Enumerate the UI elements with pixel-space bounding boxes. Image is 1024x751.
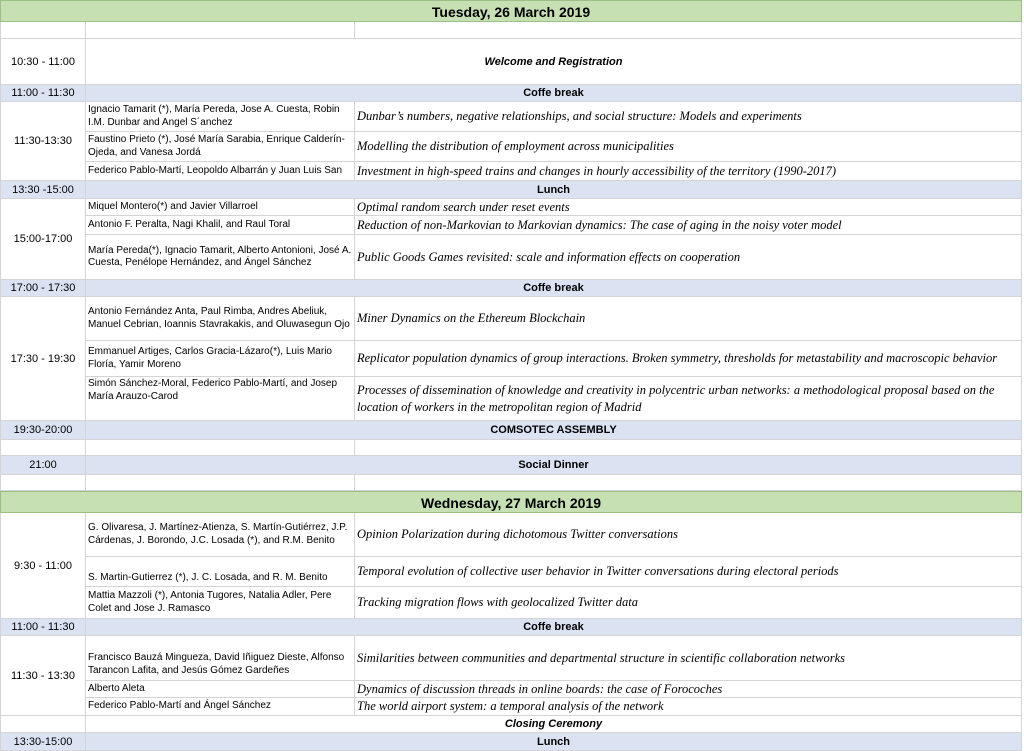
- authors-cell: Antonio Fernández Anta, Paul Rimba, Andres Abeliuk, Manuel Cebrian, Ioannis Stavrakakis, and Oluwasegun Ojo: [86, 297, 355, 341]
- spacer-row: [0, 440, 1022, 456]
- title-cell: [355, 440, 1022, 456]
- time-cell: 15:00-17:00: [0, 199, 86, 280]
- spacer-row: [0, 22, 1022, 39]
- spacer-row: [0, 475, 1022, 491]
- authors-cell: María Pereda(*), Ignacio Tamarit, Alberto Antonioni, José A. Cuesta, Penélope Hernández, and Ángel Sánchez: [86, 235, 355, 280]
- time-cell: [0, 22, 86, 39]
- authors-cell: [86, 22, 355, 39]
- time-cell: 11:30-13:30: [0, 102, 86, 181]
- talk-row: [0, 102, 1022, 132]
- talk-title: Temporal evolution of collective user behavior in Twitter conversations during electoral periods: [355, 557, 1022, 587]
- talk-row: [0, 297, 1022, 341]
- time-cell: 17:00 - 17:30: [0, 280, 86, 297]
- break-row: [0, 85, 1022, 102]
- talk-title: Public Goods Games revisited: scale and information effects on cooperation: [355, 235, 1022, 280]
- authors-cell: Miquel Montero(*) and Javier Villarroel: [86, 199, 355, 216]
- authors-cell: Francisco Bauzá Mingueza, David Iñiguez Dieste, Alfonso Tarancon Lafita, and Jesús Gómez Gardeñes: [86, 636, 355, 681]
- talk-title: Processes of dissemination of knowledge and creativity in polycentric urban networks: a methodological proposal based on the location of workers in the metropolitan region of Madrid: [355, 377, 1022, 421]
- break-label: Coffe break: [86, 280, 1022, 297]
- authors-cell: Antonio F. Peralta, Nagi Khalil, and Raul Toral: [86, 216, 355, 235]
- time-cell: 17:30 - 19:30: [0, 297, 86, 421]
- time-cell: 13:30 -15:00: [0, 181, 86, 199]
- talk-row: [0, 587, 1022, 619]
- talk-title: Dynamics of discussion threads in online boards: the case of Forocoches: [355, 681, 1022, 698]
- talk-row: [0, 162, 1022, 181]
- break-row: [0, 181, 1022, 199]
- time-cell: 11:00 - 11:30: [0, 85, 86, 102]
- session-row: [0, 716, 1022, 733]
- assembly-label: COMSOTEC ASSEMBLY: [86, 421, 1022, 440]
- talk-row: [0, 216, 1022, 235]
- talk-row: [0, 636, 1022, 681]
- title-cell: [355, 475, 1022, 491]
- authors-cell: Federico Pablo-Martí and Ángel Sánchez: [86, 698, 355, 716]
- break-label: Lunch: [86, 733, 1022, 751]
- time-cell: [0, 440, 86, 456]
- talk-title: Opinion Polarization during dichotomous Twitter conversations: [355, 513, 1022, 557]
- talk-title: Miner Dynamics on the Ethereum Blockchain: [355, 297, 1022, 341]
- dinner-label: Social Dinner: [86, 456, 1022, 475]
- authors-cell: G. Olivaresa, J. Martínez-Atienza, S. Martín-Gutiérrez, J.P. Cárdenas, J. Borondo, J.C. Losada (*), and R.M. Benito: [86, 513, 355, 557]
- authors-cell: Ignacio Tamarit (*), María Pereda, Jose A. Cuesta, Robin I.M. Dunbar and Angel S´anchez: [86, 102, 355, 132]
- authors-cell: [86, 440, 355, 456]
- talk-title: Similarities between communities and departmental structure in scientific collaboration networks: [355, 636, 1022, 681]
- session-label: Welcome and Registration: [86, 39, 1022, 85]
- talk-row: [0, 513, 1022, 557]
- time-cell: 13:30-15:00: [0, 733, 86, 751]
- time-cell: [0, 475, 86, 491]
- time-cell: 10:30 - 11:00: [0, 39, 86, 85]
- break-row: [0, 456, 1022, 475]
- authors-cell: [86, 475, 355, 491]
- authors-cell: Faustino Prieto (*), José María Sarabia, Enrique Calderín-Ojeda, and Vanesa Jordá: [86, 132, 355, 162]
- talk-title: Dunbar’s numbers, negative relationships, and social structure: Models and experiments: [355, 102, 1022, 132]
- break-row: [0, 733, 1022, 751]
- break-label: Lunch: [86, 181, 1022, 199]
- break-row: [0, 421, 1022, 440]
- day-header: Wednesday, 27 March 2019: [0, 491, 1022, 513]
- authors-cell: Mattia Mazzoli (*), Antonia Tugores, Natalia Adler, Pere Colet and Jose J. Ramasco: [86, 587, 355, 619]
- authors-cell: Alberto Aleta: [86, 681, 355, 698]
- talk-row: [0, 235, 1022, 280]
- talk-title: The world airport system: a temporal analysis of the network: [355, 698, 1022, 716]
- talk-row: [0, 557, 1022, 587]
- talk-row: [0, 341, 1022, 377]
- time-cell: 21:00: [0, 456, 86, 475]
- time-cell: 19:30-20:00: [0, 421, 86, 440]
- talk-title: Modelling the distribution of employment across municipalities: [355, 132, 1022, 162]
- authors-cell: Emmanuel Artiges, Carlos Gracia-Lázaro(*), Luis Mario Floría, Yamir Moreno: [86, 341, 355, 377]
- talk-row: [0, 132, 1022, 162]
- talk-row: [0, 681, 1022, 698]
- title-cell: [355, 22, 1022, 39]
- break-label: Coffe break: [86, 85, 1022, 102]
- talk-title: Reduction of non-Markovian to Markovian dynamics: The case of aging in the noisy voter model: [355, 216, 1022, 235]
- session-row: [0, 39, 1022, 85]
- talk-row: [0, 377, 1022, 421]
- talk-row: [0, 698, 1022, 716]
- time-cell: 9:30 - 11:00: [0, 513, 86, 619]
- talk-title: Tracking migration flows with geolocalized Twitter data: [355, 587, 1022, 619]
- talk-title: Optimal random search under reset events: [355, 199, 1022, 216]
- talk-row: [0, 199, 1022, 216]
- break-label: Coffe break: [86, 619, 1022, 636]
- talk-title: Replicator population dynamics of group interactions. Broken symmetry, thresholds for metastability and macroscopic behavior: [355, 341, 1022, 377]
- break-row: [0, 619, 1022, 636]
- day-header: Tuesday, 26 March 2019: [0, 0, 1022, 22]
- authors-cell: Simón Sánchez-Moral, Federico Pablo-Martí, and Josep María Arauzo-Carod: [86, 377, 355, 421]
- authors-cell: Federico Pablo-Martí, Leopoldo Albarrán y Juan Luis San: [86, 162, 355, 181]
- break-row: [0, 280, 1022, 297]
- talk-title: Investment in high-speed trains and changes in hourly accessibility of the territory (1990-2017): [355, 162, 1022, 181]
- time-cell: 11:30 - 13:30: [0, 636, 86, 716]
- authors-cell: S. Martin-Gutierrez (*), J. C. Losada, and R. M. Benito: [86, 557, 355, 587]
- time-cell: [0, 716, 86, 733]
- closing-label: Closing Ceremony: [86, 716, 1022, 733]
- time-cell: 11:00 - 11:30: [0, 619, 86, 636]
